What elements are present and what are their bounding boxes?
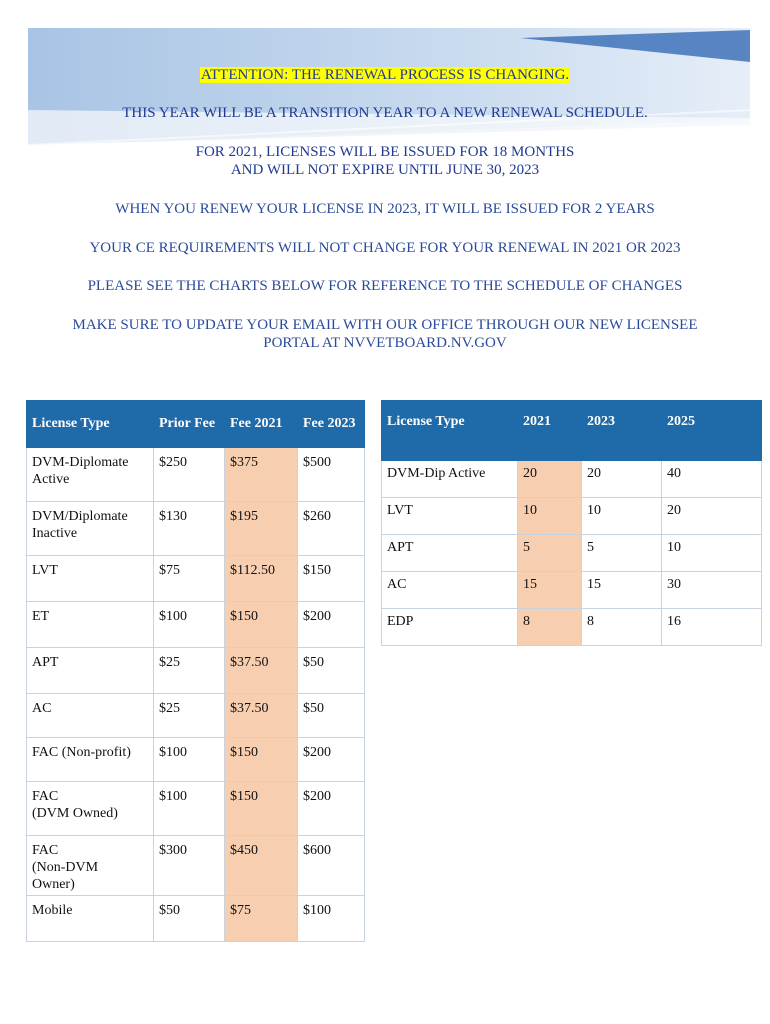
fee-2023-cell: $200 — [298, 602, 365, 648]
hours-2025-cell: 30 — [662, 572, 762, 609]
fee-license-type-line: Active — [32, 472, 70, 487]
fee-license-type-cell — [27, 448, 154, 502]
hours-2023-cell: 10 — [582, 498, 662, 535]
fee-license-type-line: Inactive — [32, 526, 78, 541]
ce-hours-table — [381, 400, 762, 646]
fee-license-type-cell — [27, 556, 154, 602]
fee-2021-cell: $150 — [225, 738, 298, 782]
hours-header-license-type: License Type — [382, 401, 518, 461]
hours-2023-cell: 5 — [582, 535, 662, 572]
hours-table-header-row — [382, 401, 762, 461]
hours-table-row — [382, 535, 762, 572]
issue-duration-line: FOR 2021, LICENSES WILL BE ISSUED FOR 18 MONTHS — [195, 144, 575, 160]
hours-table-row — [382, 498, 762, 535]
fee-license-type-line: FAC — [32, 843, 59, 858]
fee-license-type-cell — [27, 602, 154, 648]
attention-line — [0, 66, 770, 84]
email-update-line: MAKE SURE TO UPDATE YOUR EMAIL WITH OUR OFFICE THROUGH OUR NEW LICENSEE — [72, 317, 698, 333]
fee-table-row — [27, 448, 365, 502]
fee-table-header-row — [27, 401, 365, 448]
fee-2023-cell: $200 — [298, 738, 365, 782]
fee-2021-cell: $75 — [225, 896, 298, 942]
fee-license-type-line: FAC (Non-profit) — [32, 745, 131, 760]
fee-prior-cell: $100 — [154, 602, 225, 648]
fee-2021-cell: $150 — [225, 602, 298, 648]
fee-2021-cell: $195 — [225, 502, 298, 556]
hours-table-row — [382, 461, 762, 498]
fee-license-type-line: FAC — [32, 789, 59, 804]
hours-header-2025: 2025 — [662, 401, 762, 461]
hours-table-row — [382, 609, 762, 646]
fee-table-row — [27, 738, 365, 782]
fee-2021-cell: $150 — [225, 782, 298, 836]
fee-license-type-line: DVM/Diplomate — [32, 509, 128, 524]
attention-highlight: ATTENTION: THE RENEWAL PROCESS IS CHANGING. — [200, 67, 570, 83]
charts-reference-line: PLEASE SEE THE CHARTS BELOW FOR REFERENCE TO THE SCHEDULE OF CHANGES — [87, 278, 683, 294]
hours-2021-cell: 5 — [518, 535, 582, 572]
fee-license-type-cell — [27, 502, 154, 556]
fee-2023-cell: $150 — [298, 556, 365, 602]
hours-2021-cell: 15 — [518, 572, 582, 609]
fee-license-type-line: LVT — [32, 563, 58, 578]
hours-2021-cell: 8 — [518, 609, 582, 646]
hours-2025-cell: 20 — [662, 498, 762, 535]
expiry-line: AND WILL NOT EXPIRE UNTIL JUNE 30, 2023 — [230, 162, 540, 178]
fee-2021-cell: $37.50 — [225, 694, 298, 738]
fee-2021-cell: $450 — [225, 836, 298, 896]
fee-license-type-line: (DVM Owned) — [32, 806, 118, 821]
hours-2021-cell: 20 — [518, 461, 582, 498]
fee-table-row — [27, 896, 365, 942]
hours-license-type-cell: AC — [382, 572, 518, 609]
fee-table-row — [27, 694, 365, 738]
hours-license-type-cell: LVT — [382, 498, 518, 535]
fee-license-type-line: DVM-Diplomate — [32, 455, 129, 470]
fee-license-type-cell — [27, 648, 154, 694]
fee-2021-cell: $375 — [225, 448, 298, 502]
fee-2023-cell: $600 — [298, 836, 365, 896]
fee-2023-cell: $200 — [298, 782, 365, 836]
fee-license-type-cell — [27, 782, 154, 836]
fee-2023-cell: $50 — [298, 648, 365, 694]
hours-license-type-cell: EDP — [382, 609, 518, 646]
transition-line: THIS YEAR WILL BE A TRANSITION YEAR TO A NEW RENEWAL SCHEDULE. — [122, 105, 648, 121]
fee-table-row — [27, 836, 365, 896]
fee-header-prior-fee: Prior Fee — [154, 401, 225, 448]
hours-2025-cell: 16 — [662, 609, 762, 646]
hours-header-2021: 2021 — [518, 401, 582, 461]
fee-table-row — [27, 556, 365, 602]
renewal-2023-line: WHEN YOU RENEW YOUR LICENSE IN 2023, IT WILL BE ISSUED FOR 2 YEARS — [115, 201, 655, 217]
hours-2021-cell: 10 — [518, 498, 582, 535]
fee-2021-cell: $112.50 — [225, 556, 298, 602]
fee-prior-cell: $25 — [154, 694, 225, 738]
fee-2023-cell: $260 — [298, 502, 365, 556]
hours-header-2023: 2023 — [582, 401, 662, 461]
fee-prior-cell: $75 — [154, 556, 225, 602]
fee-table-row — [27, 648, 365, 694]
fee-prior-cell: $100 — [154, 738, 225, 782]
fee-prior-cell: $50 — [154, 896, 225, 942]
fee-prior-cell: $130 — [154, 502, 225, 556]
hours-2025-cell: 10 — [662, 535, 762, 572]
fee-prior-cell: $250 — [154, 448, 225, 502]
ce-requirements-line: YOUR CE REQUIREMENTS WILL NOT CHANGE FOR YOUR RENEWAL IN 2021 OR 2023 — [89, 240, 681, 256]
fee-license-type-cell — [27, 896, 154, 942]
fee-license-type-line: AC — [32, 701, 52, 716]
fee-license-type-line: APT — [32, 655, 59, 670]
hours-2023-cell: 8 — [582, 609, 662, 646]
fee-header-fee-2021: Fee 2021 — [225, 401, 298, 448]
hours-2023-cell: 15 — [582, 572, 662, 609]
hours-2025-cell: 40 — [662, 461, 762, 498]
hours-2023-cell: 20 — [582, 461, 662, 498]
fee-header-fee-2023: Fee 2023 — [298, 401, 365, 448]
fee-license-type-line: Owner) — [32, 877, 75, 892]
hours-license-type-cell: DVM-Dip Active — [382, 461, 518, 498]
fee-license-type-cell — [27, 836, 154, 896]
fee-prior-cell: $300 — [154, 836, 225, 896]
fee-2023-cell: $100 — [298, 896, 365, 942]
fee-prior-cell: $100 — [154, 782, 225, 836]
fee-2023-cell: $50 — [298, 694, 365, 738]
fee-license-type-line: ET — [32, 609, 50, 624]
fee-table — [26, 400, 365, 942]
fee-license-type-line: (Non-DVM — [32, 860, 99, 875]
portal-line: PORTAL AT NVVETBOARD.NV.GOV — [263, 335, 507, 351]
hours-license-type-cell: APT — [382, 535, 518, 572]
fee-license-type-line: Mobile — [32, 903, 73, 918]
fee-2021-cell: $37.50 — [225, 648, 298, 694]
hours-table-row — [382, 572, 762, 609]
fee-license-type-cell — [27, 738, 154, 782]
fee-table-row — [27, 502, 365, 556]
fee-table-row — [27, 602, 365, 648]
fee-license-type-cell — [27, 694, 154, 738]
fee-2023-cell: $500 — [298, 448, 365, 502]
fee-prior-cell: $25 — [154, 648, 225, 694]
fee-header-license-type: License Type — [27, 401, 154, 448]
fee-table-row — [27, 782, 365, 836]
